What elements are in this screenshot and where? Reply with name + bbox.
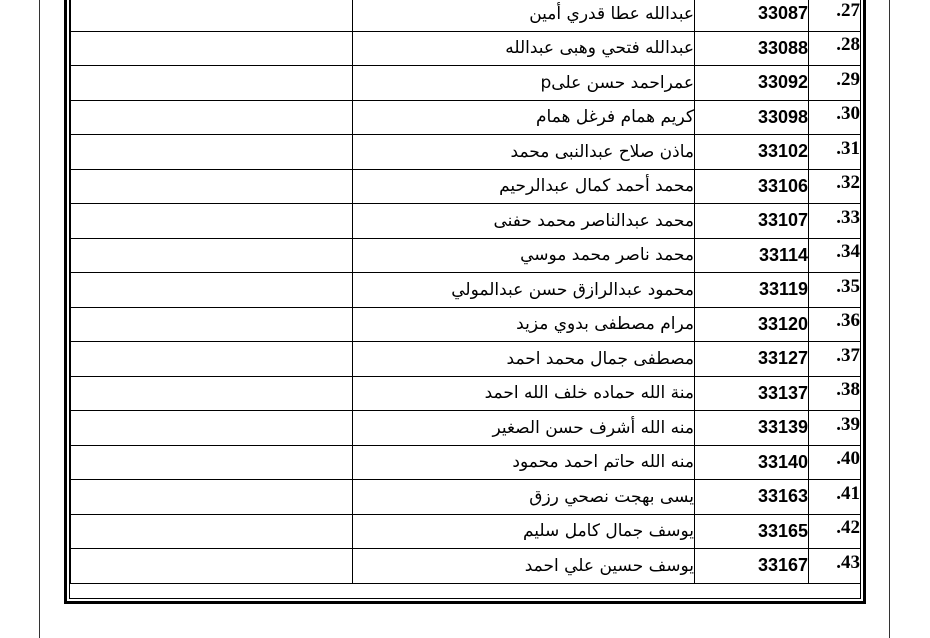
row-number-cell	[809, 238, 861, 273]
student-name-cell: منة الله حماده خلف الله احمد	[353, 376, 695, 411]
student-name-cell: مرام مصطفى بدوي مزيد	[353, 307, 695, 342]
row-number-cell	[809, 445, 861, 480]
table-row	[71, 66, 861, 101]
row-number-cell	[809, 169, 861, 204]
student-code-cell: 33106	[695, 169, 809, 204]
blank-cell	[71, 100, 353, 135]
blank-cell	[71, 204, 353, 239]
student-code-cell: 33139	[695, 411, 809, 446]
student-code-cell: 33102	[695, 135, 809, 170]
student-code-cell: 33163	[695, 480, 809, 515]
table-row	[71, 307, 861, 342]
blank-cell	[71, 514, 353, 549]
table-frame	[64, 0, 866, 604]
row-number-cell	[809, 342, 861, 377]
row-number-text: .30	[836, 103, 860, 125]
student-name-cell: مصطفى جمال محمد احمد	[353, 342, 695, 377]
student-name-cell: محمود عبدالرازق حسن عبدالمولي	[353, 273, 695, 308]
row-number-text: .36	[836, 310, 860, 332]
row-number-text: .37	[836, 344, 860, 366]
blank-cell	[71, 66, 353, 101]
blank-cell	[71, 0, 353, 31]
row-number-text: .40	[836, 448, 860, 470]
student-code-cell: 33140	[695, 445, 809, 480]
student-code-cell: 33165	[695, 514, 809, 549]
table-row	[71, 204, 861, 239]
student-roster-table	[70, 0, 861, 584]
row-number-text: .35	[836, 275, 860, 297]
student-code-cell: 33087	[695, 0, 809, 31]
blank-cell	[71, 169, 353, 204]
student-code-cell: 33119	[695, 273, 809, 308]
row-number-cell	[809, 100, 861, 135]
row-number-cell	[809, 376, 861, 411]
row-number-text: .38	[836, 379, 860, 401]
student-code-cell: 33107	[695, 204, 809, 239]
student-name-cell: يوسف جمال كامل سليم	[353, 514, 695, 549]
table-row	[71, 273, 861, 308]
row-number-text: .39	[836, 413, 860, 435]
roster-body	[71, 0, 861, 583]
row-number-cell	[809, 514, 861, 549]
student-name-cell: محمد عبدالناصر محمد حفنى	[353, 204, 695, 239]
student-code-cell: 33137	[695, 376, 809, 411]
row-number-text: .42	[836, 517, 860, 539]
table-row	[71, 411, 861, 446]
row-number-text: .33	[836, 206, 860, 228]
table-row	[71, 100, 861, 135]
blank-cell	[71, 307, 353, 342]
student-name-cell: منه الله أشرف حسن الصغير	[353, 411, 695, 446]
table-row	[71, 135, 861, 170]
table-row	[71, 480, 861, 515]
student-code-cell: 33127	[695, 342, 809, 377]
table-row	[71, 0, 861, 31]
row-number-cell	[809, 549, 861, 584]
student-code-cell: 33098	[695, 100, 809, 135]
blank-cell	[71, 31, 353, 66]
table-row	[71, 238, 861, 273]
blank-cell	[71, 135, 353, 170]
row-number-cell	[809, 66, 861, 101]
row-number-text: .34	[836, 241, 860, 263]
row-number-cell	[809, 204, 861, 239]
row-number-cell	[809, 0, 861, 31]
student-name-cell: محمد أحمد كمال عبدالرحيم	[353, 169, 695, 204]
row-number-text: .43	[836, 551, 860, 573]
student-name-cell: ماذن صلاح عبدالنبى محمد	[353, 135, 695, 170]
student-name-cell: كريم همام فرغل همام	[353, 100, 695, 135]
table-row	[71, 514, 861, 549]
blank-cell	[71, 480, 353, 515]
student-name-cell: عبدالله عطا قدري أمين	[353, 0, 695, 31]
student-name-cell: محمد ناصر محمد موسي	[353, 238, 695, 273]
row-number-cell	[809, 480, 861, 515]
row-number-cell	[809, 411, 861, 446]
blank-cell	[71, 549, 353, 584]
blank-cell	[71, 411, 353, 446]
table-row	[71, 376, 861, 411]
blank-cell	[71, 238, 353, 273]
row-number-text: .29	[836, 68, 860, 90]
table-row	[71, 169, 861, 204]
table-row	[71, 342, 861, 377]
row-number-text: .41	[836, 482, 860, 504]
table-row	[71, 31, 861, 66]
table-row	[71, 549, 861, 584]
student-code-cell: 33088	[695, 31, 809, 66]
student-code-cell: 33167	[695, 549, 809, 584]
blank-cell	[71, 342, 353, 377]
student-code-cell: 33120	[695, 307, 809, 342]
student-code-cell: 33092	[695, 66, 809, 101]
row-number-text: .31	[836, 137, 860, 159]
row-number-cell	[809, 273, 861, 308]
blank-cell	[71, 376, 353, 411]
student-name-cell: يوسف حسين علي احمد	[353, 549, 695, 584]
student-name-cell: يسى بهجت نصحي رزق	[353, 480, 695, 515]
student-name-cell: منه الله حاتم احمد محمود	[353, 445, 695, 480]
blank-cell	[71, 273, 353, 308]
row-number-cell	[809, 307, 861, 342]
row-number-cell	[809, 135, 861, 170]
table-row	[71, 445, 861, 480]
row-number-text: .28	[836, 34, 860, 56]
student-name-cell: عبدالله فتحي وهبى عبدالله	[353, 31, 695, 66]
row-number-cell	[809, 31, 861, 66]
student-code-cell: 33114	[695, 238, 809, 273]
row-number-text: .27	[836, 0, 860, 21]
blank-cell	[71, 445, 353, 480]
row-number-text: .32	[836, 172, 860, 194]
student-name-cell: عمراحمد حسن علىp	[353, 66, 695, 101]
